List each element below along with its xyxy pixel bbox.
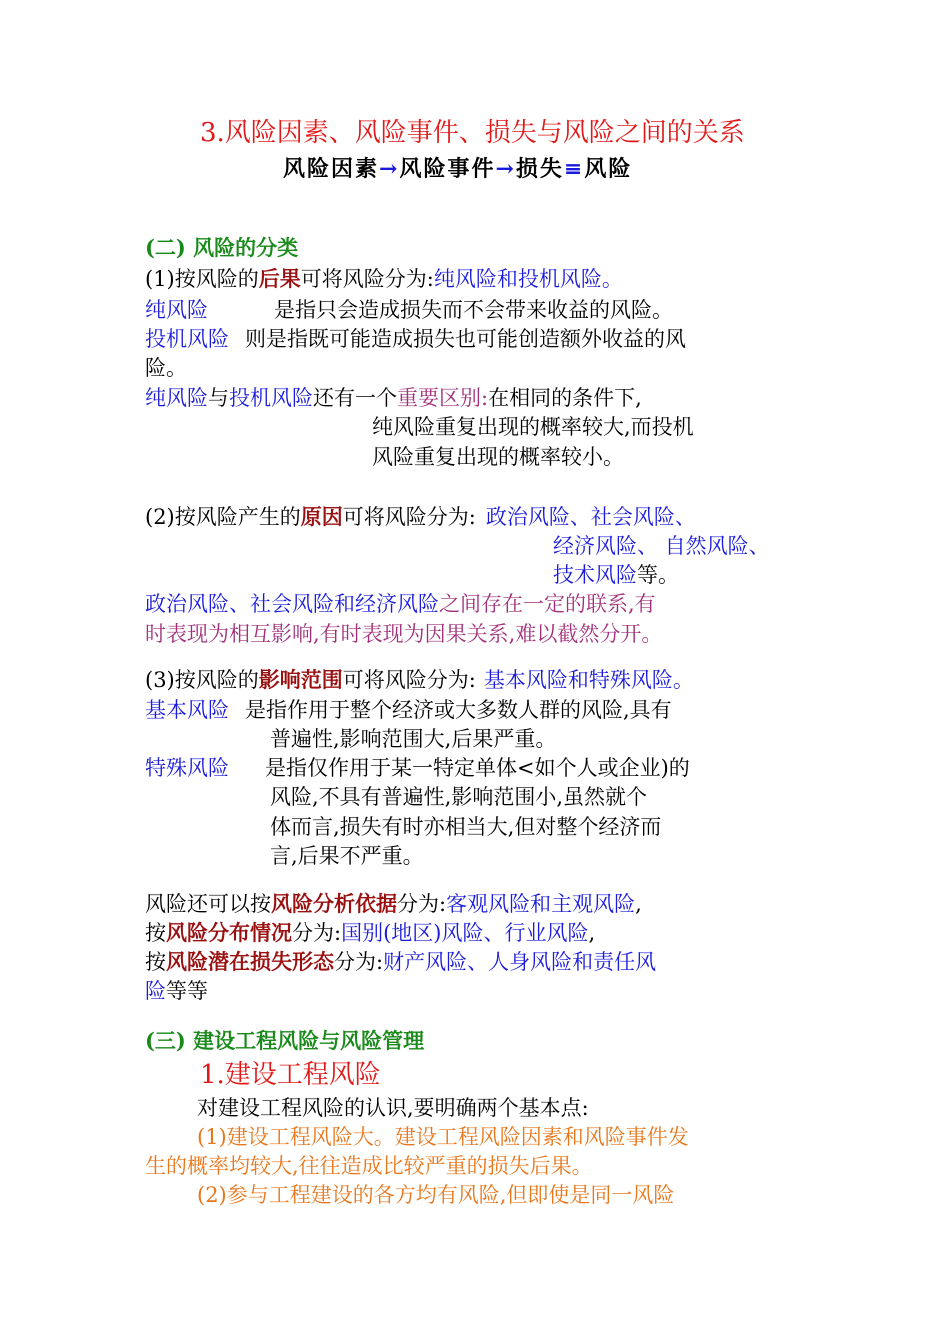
text: 可将风险分为:: [342, 668, 476, 692]
point1-line2: 生的概率均较大,往往造成比较严重的损失后果。: [145, 1154, 593, 1178]
more-line4: [145, 976, 208, 1006]
keyword: 风险潜在损失形态: [166, 949, 334, 974]
definition: 是指作用于整个经济或大多数人群的风险,具有: [245, 698, 672, 722]
difference-line1: [145, 383, 642, 413]
relation-line2: 时表现为相互影响,有时表现为因果关系,难以截然分开。: [145, 622, 663, 646]
text: (2)按风险产生的: [145, 505, 301, 529]
definition: 则是指既可能造成损失也可能创造额外收益的风: [245, 327, 686, 351]
subheading-engineering-risk: 1.建设工程风险: [200, 1060, 381, 1090]
formula-factor: 风险因素: [283, 156, 380, 182]
risk-types: 基本风险和特殊风险。: [483, 668, 694, 692]
def-special-risk-l4: 言,后果不严重。: [270, 844, 424, 868]
term: 投机风险: [145, 327, 229, 351]
risk-types: 客观风险和主观风险: [446, 892, 636, 916]
text: 在相同的条件下,: [488, 386, 642, 410]
text: 风险还可以按: [145, 892, 271, 916]
text: 按: [145, 921, 166, 945]
text: 按: [145, 950, 166, 974]
def-special-risk: [145, 753, 690, 783]
risk-types: 政治风险、社会风险和经济风险: [145, 592, 439, 616]
difference-line3: 风险重复出现的概率较小。: [372, 445, 624, 469]
definition: 是指仅作用于某一特定单体<如个人或企业)的: [265, 756, 690, 780]
para-cause-types2: 经济风险、 自然风险、: [553, 534, 770, 558]
def-special-risk-l2: 风险,不具有普遍性,影响范围小,虽然就个: [270, 785, 648, 809]
def-special-risk-l3: 体而言,损失有时亦相当大,但对整个经济而: [270, 815, 662, 839]
definition: 是指只会造成损失而不会带来收益的风险。: [274, 298, 673, 322]
more-line3: [145, 947, 656, 977]
text: 分为:: [397, 892, 447, 916]
arrow-icon: →: [495, 156, 516, 182]
section-title: 3.风险因素、风险事件、损失与风险之间的关系: [200, 118, 745, 148]
risk-types: 纯风险和投机风险。: [433, 267, 623, 291]
formula-loss: 损失: [515, 156, 564, 182]
def-speculative-risk-cont: 险。: [145, 356, 187, 380]
term: 纯风险: [145, 298, 208, 322]
more-line2: [145, 918, 595, 948]
term: 基本风险: [145, 698, 229, 722]
def-basic-risk-cont: 普遍性,影响范围大,后果严重。: [270, 727, 557, 751]
term: 纯风险: [145, 386, 208, 410]
point2-line1: (2)参与工程建设的各方均有风险,但即使是同一风险: [197, 1183, 675, 1207]
point1-line1: (1)建设工程风险大。建设工程风险因素和风险事件发: [197, 1125, 689, 1149]
equiv-icon: ≡: [563, 156, 585, 182]
def-basic-risk: [145, 695, 672, 725]
term: 特殊风险: [145, 756, 229, 780]
risk-types: 技术风险: [553, 563, 637, 587]
section-heading-classification: (二) 风险的分类: [145, 235, 299, 260]
formula-event: 风险事件: [399, 156, 496, 182]
relation-line1: [145, 589, 656, 619]
term: 投机风险: [229, 386, 313, 410]
risk-types: 政治风险、社会风险、: [485, 505, 696, 529]
para-consequence: [145, 264, 623, 294]
text: 还有一个: [313, 386, 397, 410]
para-scope: [145, 665, 694, 695]
keyword: 原因: [300, 504, 343, 529]
text: 之间存在一定的联系,有: [439, 592, 656, 616]
para-cause-types3: [553, 560, 679, 590]
section-heading-engineering: (三) 建设工程风险与风险管理: [145, 1028, 425, 1053]
arrow-icon: →: [379, 156, 400, 182]
text: 分为:: [292, 921, 342, 945]
text: 等。: [637, 563, 679, 587]
text: ,: [588, 921, 596, 945]
keyword: 重要区别:: [397, 386, 489, 410]
risk-types: 险: [145, 979, 166, 1003]
def-speculative-risk: [145, 324, 686, 354]
keyword: 后果: [258, 266, 301, 291]
formula-risk: 风险: [584, 156, 633, 182]
text: 分为:: [334, 950, 384, 974]
keyword: 风险分布情况: [166, 920, 292, 945]
text: ,: [635, 892, 642, 916]
text: 等等: [166, 979, 208, 1003]
text: (1)按风险的: [145, 267, 259, 291]
keyword: 风险分析依据: [271, 891, 397, 916]
more-line1: [145, 889, 642, 919]
intro-line: 对建设工程风险的认识,要明确两个基本点:: [197, 1096, 589, 1120]
text: (3)按风险的: [145, 668, 259, 692]
def-pure-risk: [145, 295, 673, 325]
risk-types: 国别(地区)风险、行业风险: [341, 921, 589, 945]
difference-line2: 纯风险重复出现的概率较大,而投机: [372, 415, 694, 439]
text: 可将风险分为:: [300, 267, 434, 291]
text: 可将风险分为:: [342, 505, 476, 529]
risk-types: 财产风险、人身风险和责任风: [383, 950, 657, 974]
risk-formula: [283, 154, 632, 184]
keyword: 影响范围: [258, 667, 343, 692]
text: 与: [208, 386, 229, 410]
para-cause: [145, 502, 696, 532]
